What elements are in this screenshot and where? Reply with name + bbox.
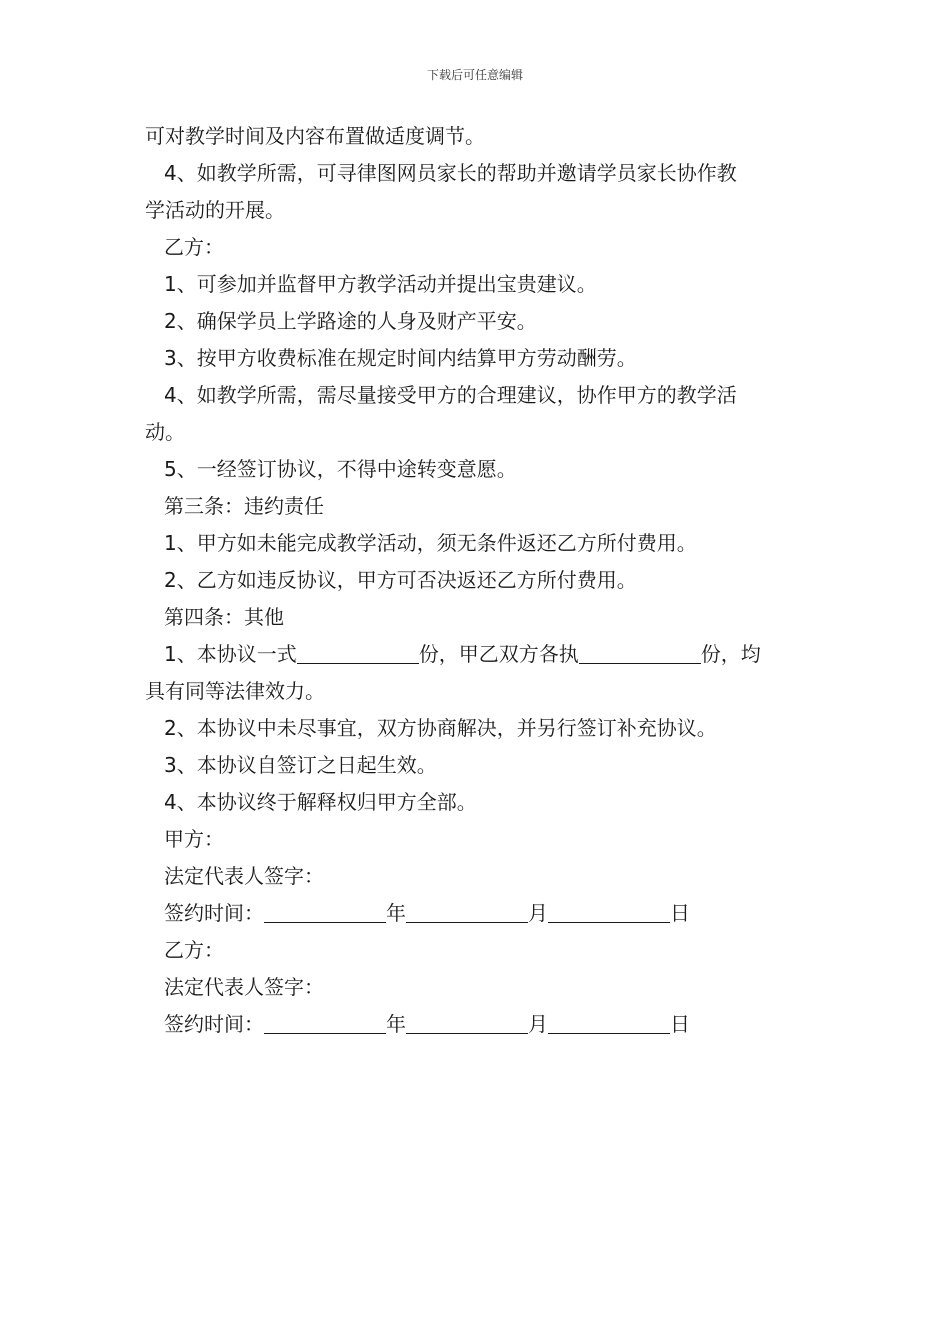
party-b-label: 乙方： bbox=[164, 938, 224, 962]
year-blank[interactable] bbox=[264, 902, 386, 923]
paragraph: 2、乙方如违反协议，甲方可否决返还乙方所付费用。 bbox=[164, 568, 637, 592]
month-label: 月 bbox=[528, 1012, 548, 1036]
paragraph: 4、如教学所需，可寻律图网员家长的帮助并邀请学员家长协作教 bbox=[164, 161, 737, 185]
copies-paragraph bbox=[145, 636, 807, 673]
paragraph: 5、一经签订协议，不得中途转变意愿。 bbox=[164, 457, 517, 481]
year-blank[interactable] bbox=[264, 1013, 386, 1034]
paragraph: 3、按甲方收费标准在规定时间内结算甲方劳动酬劳。 bbox=[164, 346, 637, 370]
copies-text-2: 份，甲乙双方各执 bbox=[418, 642, 579, 666]
party-a-date-line bbox=[145, 895, 807, 932]
paragraph: 1、可参加并监督甲方教学活动并提出宝贵建议。 bbox=[164, 272, 597, 296]
article-heading: 第四条：其他 bbox=[164, 605, 284, 629]
article-heading: 第三条：违约责任 bbox=[164, 494, 324, 518]
year-label: 年 bbox=[386, 901, 406, 925]
day-label: 日 bbox=[670, 1012, 690, 1036]
paragraph-continuation: 学活动的开展。 bbox=[145, 198, 285, 222]
paragraph: 4、如教学所需，需尽量接受甲方的合理建议，协作甲方的教学活 bbox=[164, 383, 737, 407]
date-label: 签约时间： bbox=[164, 1012, 264, 1036]
paragraph-continuation: 动。 bbox=[145, 420, 185, 444]
year-label: 年 bbox=[386, 1012, 406, 1036]
party-b-date-line bbox=[145, 1006, 807, 1043]
party-b-heading: 乙方： bbox=[164, 235, 224, 259]
paragraph: 可对教学时间及内容布置做适度调节。 bbox=[145, 124, 485, 148]
page-header: 下载后可任意编辑 bbox=[426, 68, 523, 82]
paragraph: 4、本协议终于解释权归甲方全部。 bbox=[164, 790, 477, 814]
month-blank[interactable] bbox=[406, 902, 528, 923]
month-blank[interactable] bbox=[406, 1013, 528, 1034]
date-label: 签约时间： bbox=[164, 901, 264, 925]
copies-text-1: 1、本协议一式 bbox=[164, 642, 297, 666]
day-label: 日 bbox=[670, 901, 690, 925]
document-body bbox=[145, 118, 807, 1043]
party-b-signature-label: 法定代表人签字： bbox=[164, 975, 324, 999]
paragraph: 2、确保学员上学路途的人身及财产平安。 bbox=[164, 309, 537, 333]
day-blank[interactable] bbox=[548, 1013, 670, 1034]
copies-text-3: 份，均 bbox=[700, 642, 761, 666]
paragraph-continuation: 具有同等法律效力。 bbox=[145, 679, 325, 703]
paragraph: 3、本协议自签订之日起生效。 bbox=[164, 753, 437, 777]
day-blank[interactable] bbox=[548, 902, 670, 923]
copies-each-blank[interactable] bbox=[579, 643, 701, 664]
month-label: 月 bbox=[528, 901, 548, 925]
party-a-label: 甲方： bbox=[164, 827, 224, 851]
copies-total-blank[interactable] bbox=[297, 643, 419, 664]
paragraph: 2、本协议中未尽事宜，双方协商解决，并另行签订补充协议。 bbox=[164, 716, 717, 740]
party-a-signature-label: 法定代表人签字： bbox=[164, 864, 324, 888]
paragraph: 1、甲方如未能完成教学活动，须无条件返还乙方所付费用。 bbox=[164, 531, 697, 555]
